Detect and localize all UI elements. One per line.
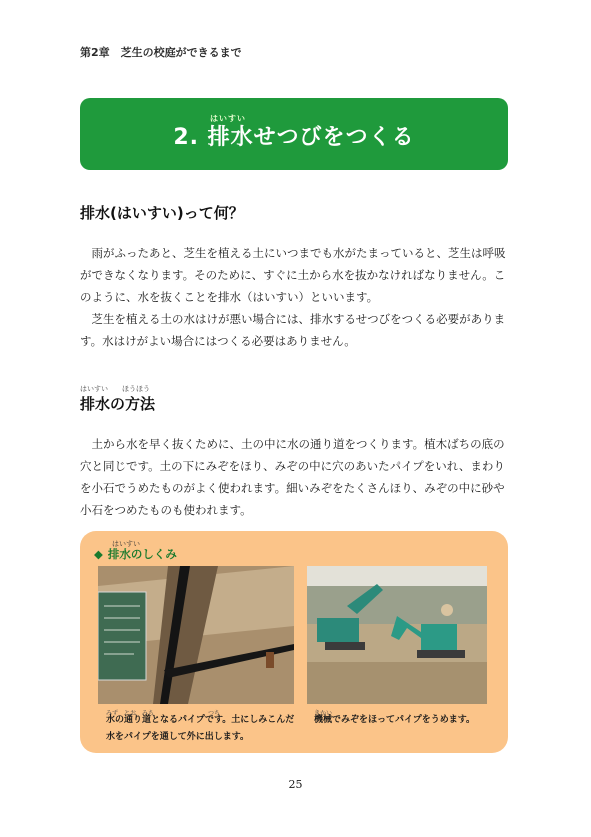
excavator-photo [307,566,487,704]
section1-paragraph-2: 芝生を植える土の水はけが悪い場合には、排水するせつびをつくる必要があります。水はけがよい場合にはつくる必要はありません。 [80,312,506,348]
caption-left-ruby: みず とお みち つち [106,710,221,717]
banner-title: 2. 排水せつびをつくる [173,125,415,150]
section2-ruby: はいすい ほうほう [80,385,150,393]
section2-paragraph: 土から水を早く抜くために、土の中に水の通り道をつくります。植木ばちの底の穴と同じです。土の下にみぞをほり、みぞの中に穴のあいたパイプをいれ、まわりを小石でうめたものがよく使われます。細いみぞをたくさんほり、みぞの中に砂や小石をつめたものも使われます。 [80,437,505,517]
section1-heading: 排水(はいすい)って何？ [80,204,244,222]
banner-ruby: はいすい [210,114,246,123]
panel-title-ruby: はいすい [112,540,140,548]
caption-left: 水の通り道となるパイプです。土にしみこんだ水をパイプを通して外に出します。 [106,715,295,742]
panel-title [94,546,177,562]
caption-right: 機械でみぞをほってパイプをうめます。 [314,715,476,725]
caption-right-ruby: きかい [314,710,333,717]
page-number: 25 [288,778,303,791]
diamond-icon: ◆ [94,547,103,561]
section1-paragraph-1: 雨がふったあと、芝生を植える土にいつまでも水がたまっていると、芝生は呼吸ができなくなります。そのために、すぐに土から水を抜かなければなりません。このように、水を抜くことを排水（はいすい）といいます。 [80,246,506,304]
section2-heading: 排水の方法 [80,395,156,413]
panel-title-text: 排水のしくみ [107,547,177,561]
chapter-header: 第2章 芝生の校庭ができるまで [80,46,242,59]
drain-pipe-photo [98,566,294,704]
